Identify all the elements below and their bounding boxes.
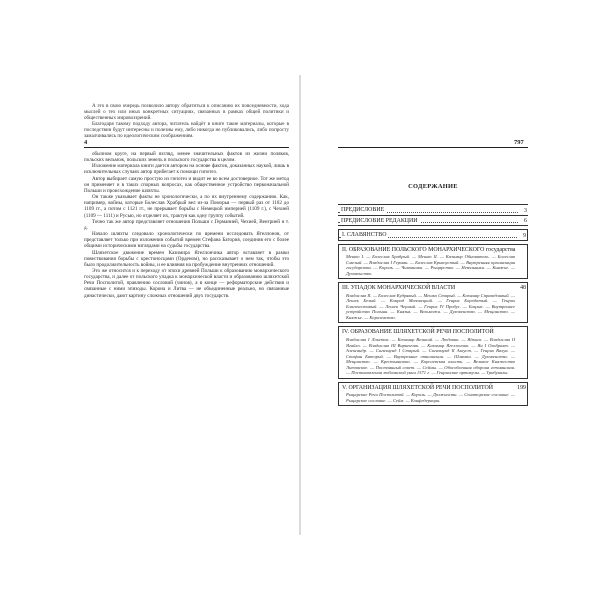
paragraph: Начало шляхты следовало хронологически по времени исследовать Ягеллонов, от представляет только при изложении событий времен Стефана Батория, соединив его с более общими историческими взглядами на судьбы государства. (84, 231, 289, 250)
toc-entry-chapter-3 (338, 282, 528, 323)
toc-title: СОДЕРЖАНИЕ (408, 183, 458, 190)
paragraph: Он также указывает факты не хронологически, а по их внутреннему содержанию. Как, например, войны, которые Болеслав Храбрый вел из-за Поморья — первый раз от 1102 до 1109 гг., а потом с 1121 гг., не прерывает борьбы с Немецкой империей (1109 г.), с Чехией (1109 — 1111) и Русью, но отделяет их, трактуя как одну группу событий. (84, 194, 289, 219)
toc-entry-label: ПРЕДИСЛОВИЕ РЕДАКЦИИ (341, 217, 418, 224)
toc-entry-page: 199 (515, 385, 526, 405)
page-number-left: 4 (84, 139, 88, 146)
paragraph: Это же относится и к переходу от эпохи древней Польши к образованию монархического государства, и далее от польского упадка к монархической власти и образованию шляхетской Речи Посполитой, правлению сословий (чинов), а в конце — реформаторские действия и связанные с ними эпизоды. Корона и Литва — не объединенные реально, но связанные династически, дают картину сложных отношений двух государств. (84, 267, 289, 299)
toc-entry-label: I. СЛАВЯНСТВО (342, 232, 387, 239)
fragment-line: А это в свою очередь позволило автору обратиться к описанию их повседневности, хода мыслей о тех или иных конкретных ситуациях, связанных в рамках общей политики и общественных мировоззрений. (84, 103, 289, 122)
paragraph: Изложение материала книги дается автором на основе фактов, доказанных наукой, лишь в исключительных случаях автор прибегает к помощи гипотез. (84, 163, 289, 176)
toc-entry-page: 3 (524, 207, 527, 214)
toc-entry-label: III. УПАДОК МОНАРХИЧЕСКОЙ ВЛАСТИ (342, 285, 456, 292)
toc-entry-label: V. ОРГАНИЗАЦИЯ ШЛЯХЕТСКОЙ РЕЧИ ПОСПОЛИТОЙ (342, 384, 494, 391)
paragraph: Шляхетское движение времен Казимира Ягеллончика автор вставляет в рамки повествования борьбы с крестоносцами (Орденом), но рассказывает о нем так, чтобы это было продолжительность войны, и ее влияния на пробуждение внутренних отношений. (84, 249, 289, 268)
right-page (300, 0, 600, 600)
toc-entry-label: IV. ОБРАЗОВАНИЕ ШЛЯХЕТСКОЙ РЕЧИ ПОСПОЛИТОЙ (342, 329, 494, 336)
toc-entry-chapter-5 (338, 382, 528, 407)
toc-entry-label: ПРЕДИСЛОВИЕ (341, 207, 385, 213)
fragment-line: Благодаря такому подходу автора, читатель найдёт в книге такие материалы, которые в последствии будут интересны и полезны ему, либо никогда не публиковались, либо попросту замалчивались по идеологическим соображениям. (84, 121, 289, 140)
paragraph: Точно так же автор представляет отношения Польши с Германией, Чехией, Венгрией и т. д. (84, 218, 289, 231)
left-body-text (84, 151, 289, 299)
toc-entry-page: 48 (518, 285, 526, 321)
toc-entry-chapter-2 (338, 244, 528, 280)
toc-entry-subtopics: Владислав I Локеток. — Казимир Великий. — Людовик. — Ядвига. — Владислав II Ягайло. — Владислав III Варненчик. — Казимир Ягеллончик. — Ян I Ольбрахт. — Александр. — Сигизмунд I Старый. — Сигизмунд II Август. — Генрих Валуа. — Стефан Баторий. — Внутренние отношения. — Шляхта. — Духовенство. — Мещанство. — Крестьянство. — Королевская власть. — Великое Княжество Литовское. — Постоянный совет. — Сеймы. — Обособленная оборона гетманская. — Постановления люблинской унии 1571 г. — Генрихские артикулы. — Трибуналы. (342, 336, 527, 377)
toc-entry-page: 6 (524, 218, 527, 225)
toc-entry-subtopics: Мешко I. — Болеслав Храбрый. — Мешко II. — Казимир Обновитель. — Болеслав Смелый. — Владислав I Герман. — Болеслав Кривоустый. — Внутренняя организация государства. — Король. — Чиновники. — Рыцарство. — Невольники. — Княжье. — Духовенство. (342, 253, 527, 277)
toc-entry-page: 9 (523, 232, 526, 239)
left-top-fragment (84, 103, 289, 140)
header-rule-right (338, 147, 528, 148)
toc-entry-chapter-4 (338, 326, 528, 378)
page-number-right: 797 (514, 139, 524, 146)
header-rule-left (84, 147, 289, 148)
paragraph: обычном круге, на первый взгляд, менее значительных фактов из жизни поляков, польских вельмож, польских земель и польского государства в целом. (84, 151, 289, 164)
toc-entry-preface (338, 204, 528, 216)
toc-entry-subtopics: Рыцарские Речи Посполитой. — Король. — Должности. — Сенаторское сословие. — Рыцарское сословие. — Сейм. — Конфедерации. (342, 391, 527, 404)
toc-entry-label: II. ОБРАЗОВАНИЕ ПОЛЬСКОГО МОНАРХИЧЕСКОГО государства (342, 246, 516, 253)
toc-entry-editorial-preface (338, 216, 528, 227)
toc-entry-subtopics: Владислав II. — Болеслав Кудрявый. — Мешко Старый. — Казимир Справедливый. — Лешек Белый. — Конрад Мазовецкий. — Генрих Бородатый. — Генрих Благочестивый. — Лешек Черный. — Генрих IV Пробус. — Бицлик. — Внутреннее устройство Польши. — Князья. — Вельможи. — Духовенство. — Мещанство. — Княжье. — Королевство. (342, 292, 527, 322)
table-of-contents (338, 204, 528, 406)
paragraph: Автор выбирает самую простую из гипотез и видит ее во всем достоверное. Тот же метод он применяет и в таких спорных вопросах, как общественное устройство первоначальной Польши и происхождение шляхты. (84, 175, 289, 194)
toc-entry-chapter-1 (338, 229, 528, 241)
